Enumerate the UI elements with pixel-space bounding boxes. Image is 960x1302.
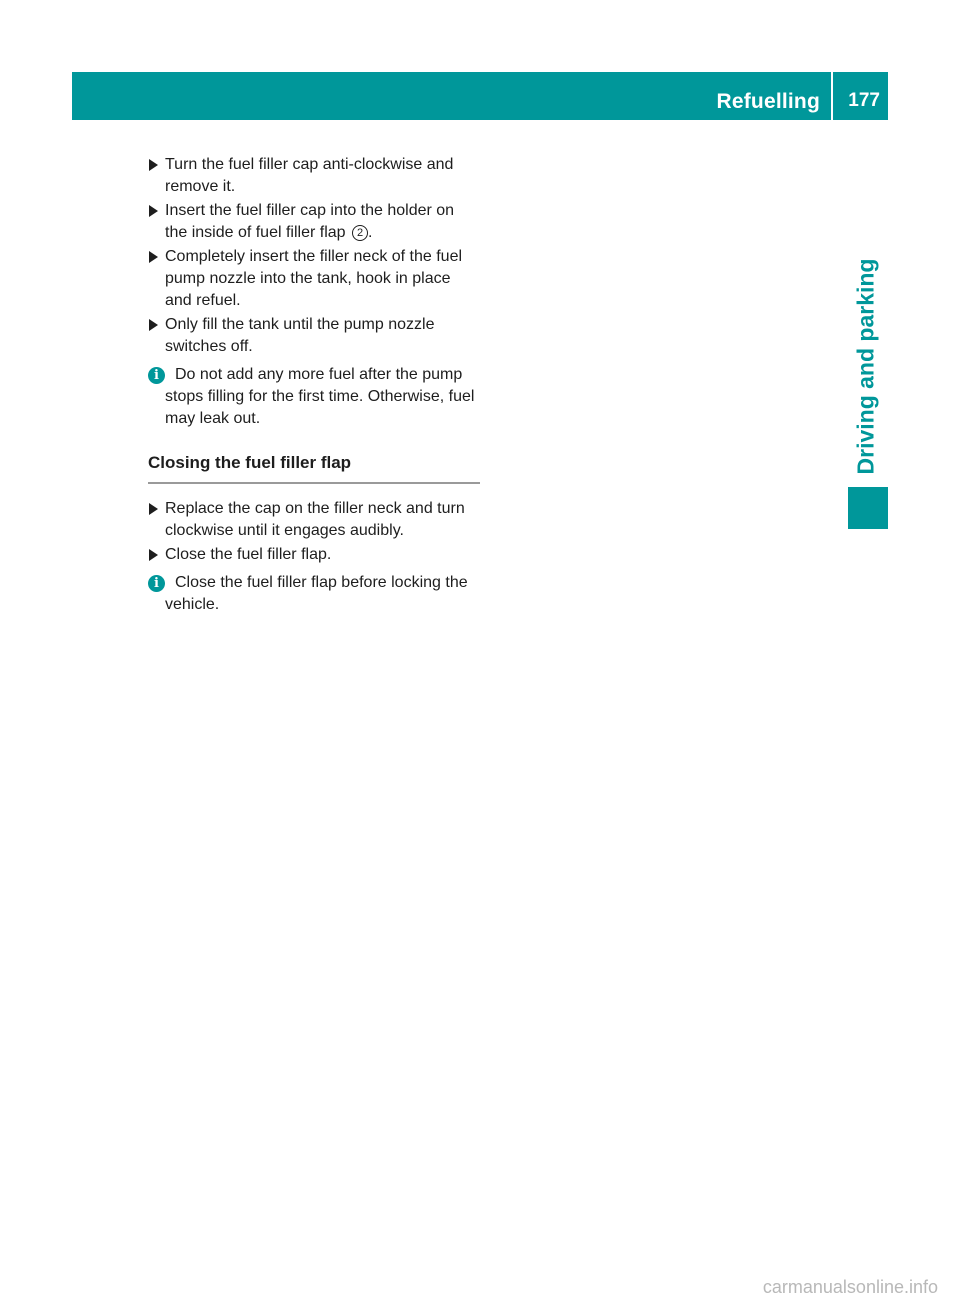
header-divider — [831, 72, 833, 120]
step-arrow-icon — [149, 319, 158, 331]
step-text: Close the fuel filler flap. — [165, 546, 332, 563]
section-heading: Closing the fuel filler flap — [148, 452, 480, 484]
info-icon: i — [148, 367, 165, 384]
header-bar — [72, 72, 888, 120]
step-text: Completely insert the filler neck of the fuel pump nozzle into the tank, hook in place and refuel. — [165, 248, 463, 309]
section-title: Refuelling — [716, 90, 820, 113]
instruction-step: Insert the fuel filler cap into the holder on the inside of fuel filler flap 2 . — [148, 200, 480, 244]
info-note — [148, 364, 480, 430]
instruction-step — [148, 314, 480, 358]
note-text: stops filling for the first time. Otherwise, fuel may leak out. — [165, 388, 475, 427]
instruction-step — [148, 154, 480, 198]
step-arrow-icon — [149, 205, 158, 217]
side-tab-marker — [848, 487, 888, 529]
step-text: Only fill the tank until the pump nozzle switches off. — [165, 316, 435, 355]
instruction-step — [148, 544, 480, 566]
step-text: Insert the fuel filler cap into the holder on the inside of fuel filler flap — [165, 202, 455, 241]
callout-number-icon: 2 — [352, 225, 368, 241]
page-number: 177 — [848, 90, 880, 111]
note-first-line: Do not add any more fuel after the pump — [175, 366, 463, 383]
step-arrow-icon — [149, 549, 158, 561]
step-text: Replace the cap on the filler neck and turn clockwise until it engages audibly. — [165, 500, 465, 539]
side-tab-label: Driving and parking — [852, 258, 879, 474]
info-note — [148, 572, 480, 616]
instruction-step — [148, 246, 480, 312]
info-icon: i — [148, 575, 165, 592]
watermark: carmanualsonline.info — [762, 1277, 938, 1297]
note-first-line: Close the fuel filler flap before locking the — [175, 574, 468, 591]
side-tab — [846, 256, 886, 476]
instruction-step — [148, 498, 480, 542]
step-arrow-icon — [149, 503, 158, 515]
step-text: Turn the fuel filler cap anti-clockwise and remove it. — [165, 156, 454, 195]
step-arrow-icon — [149, 251, 158, 263]
note-text: vehicle. — [165, 596, 220, 613]
main-content — [148, 154, 480, 618]
step-arrow-icon — [149, 159, 158, 171]
